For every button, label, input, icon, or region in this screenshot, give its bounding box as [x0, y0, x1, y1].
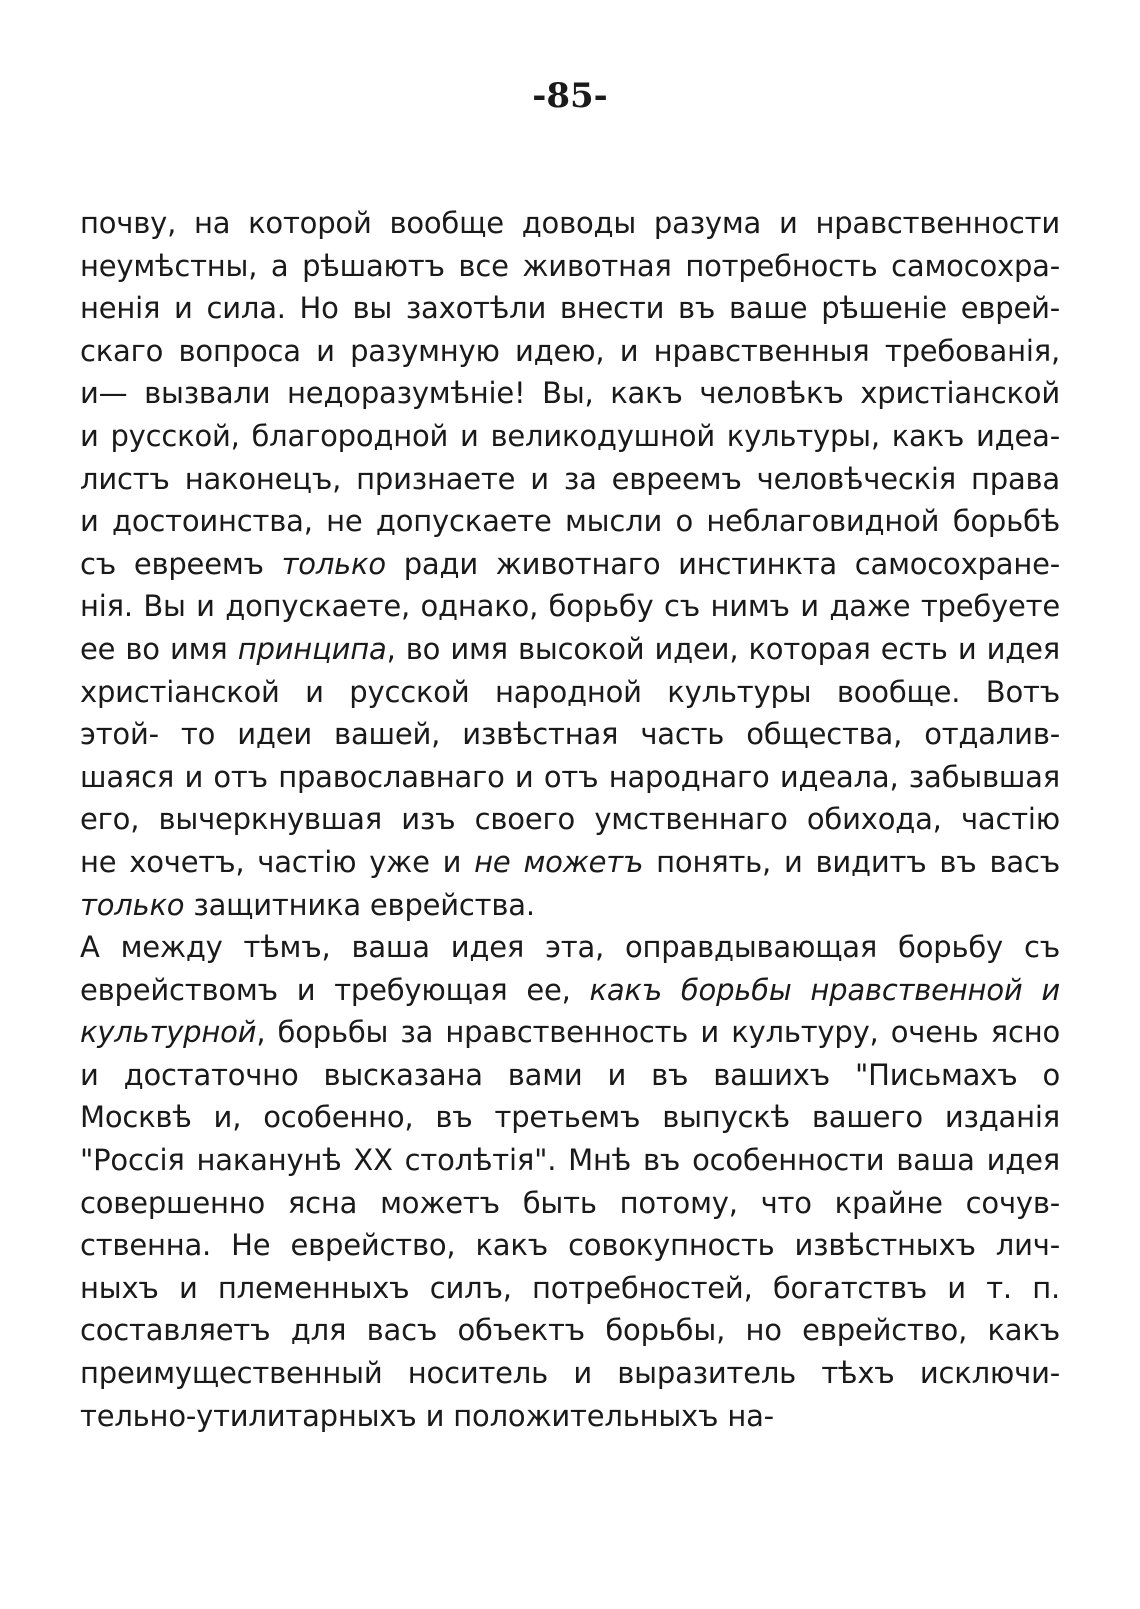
- italic-emphasis: культурной: [80, 1015, 257, 1050]
- text-line: ныхъ и племенныхъ силъ, потребностей, богатствъ и т. п.: [80, 1270, 1060, 1305]
- text-line: тельно-утилитарныхъ и положительныхъ на-: [80, 1398, 774, 1433]
- text-segment: защитника еврейства.: [184, 887, 535, 922]
- text-line: ненія и сила. Но вы захотѣли внести въ ваше рѣшеніе еврей-: [80, 291, 1060, 326]
- text-line: ственна. Не еврейство, какъ совокупность извѣстныхъ лич-: [80, 1228, 1060, 1263]
- text-line: [80, 884, 1060, 927]
- text-line: этой- то идеи вашей, извѣстная часть общества, отдалив-: [80, 717, 1060, 752]
- italic-emphasis: только: [80, 887, 185, 922]
- text-segment: , во имя высокой идеи, которая есть и идея: [386, 631, 1060, 666]
- text-line: преимущественный носитель и выразитель тѣхъ исключи-: [80, 1356, 1060, 1391]
- text-line: составляетъ для васъ объектъ борьбы, но еврейство, какъ: [80, 1313, 1060, 1348]
- text-line: и достаточно высказана вами и въ вашихъ "Письмахъ о: [80, 1057, 1060, 1092]
- text-line: [80, 969, 1060, 1012]
- text-line: скаго вопроса и разумную идею, и нравственныя требованія,: [80, 333, 1060, 368]
- text-segment: еврействомъ и требующая ее,: [80, 972, 590, 1007]
- text-line: [80, 628, 1060, 671]
- page-number: -85-: [532, 76, 608, 116]
- text-segment: , борьбы за нравственность и культуру, очень ясно: [256, 1015, 1060, 1050]
- text-line: христіанской и русской народной культуры вообще. Вотъ: [80, 674, 1060, 709]
- text-line: [80, 1011, 1060, 1054]
- text-line: почву, на которой вообще доводы разума и нравственности: [80, 206, 1060, 240]
- text-line: листъ наконецъ, признаете и за евреемъ человѣческія права: [80, 461, 1060, 496]
- text-segment: понять, и видитъ въ васъ: [643, 844, 1060, 879]
- text-line: и достоинства, не допускаете мысли о неблаговидной борьбѣ: [80, 504, 1060, 539]
- text-line: Москвѣ и, особенно, въ третьемъ выпускѣ вашего изданія: [80, 1100, 1060, 1135]
- italic-emphasis: не можетъ: [474, 844, 644, 879]
- text-line: [80, 543, 1060, 586]
- text-line: [80, 841, 1060, 884]
- italic-emphasis: какъ борьбы нравственной и: [589, 972, 1060, 1007]
- text-line: неумѣстны, а рѣшаютъ все животная потребность самосохра-: [80, 248, 1060, 283]
- text-segment: не хочетъ, частію уже и: [80, 844, 475, 879]
- text-line: и— вызвали недоразумѣніе! Вы, какъ человѣкъ христіанской: [80, 376, 1060, 411]
- text-line: нія. Вы и допускаете, однако, борьбу съ нимъ и даже требуете: [80, 589, 1060, 624]
- text-line: А между тѣмъ, ваша идея эта, оправдывающая борьбу съ: [80, 930, 1060, 965]
- text-segment: ради животнаго инстинкта самосохране-: [385, 546, 1060, 581]
- text-line: "Россія наканунѣ XX столѣтія". Мнѣ въ особенности ваша идея: [80, 1143, 1060, 1178]
- text-line: его, вычеркнувшая изъ своего умственнаго обихода, частію: [80, 802, 1060, 837]
- text-line: и русской, благородной и великодушной культуры, какъ идеа-: [80, 418, 1060, 453]
- text-segment: ее во имя: [80, 631, 238, 666]
- italic-emphasis: принципа: [237, 631, 387, 666]
- italic-emphasis: только: [281, 546, 386, 581]
- body-text: [80, 202, 1060, 1437]
- text-segment: съ евреемъ: [80, 546, 282, 581]
- text-line: совершенно ясна можетъ быть потому, что крайне сочув-: [80, 1185, 1060, 1220]
- text-line: шаяся и отъ православнаго и отъ народнаго идеала, забывшая: [80, 759, 1060, 794]
